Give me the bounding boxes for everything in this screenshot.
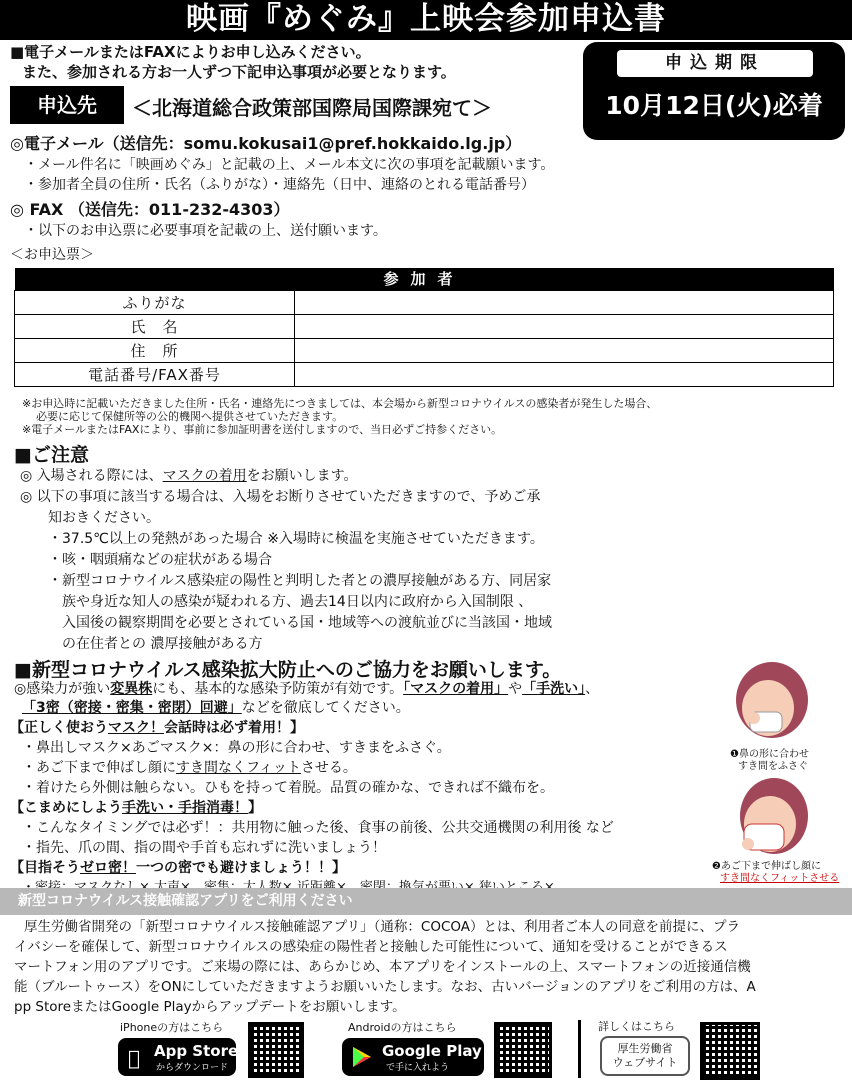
cocoa-line-2: イバシーを確保して、新型コロナウイルスの感染症の陽性者と接触した可能性について、通知を受けることができるス	[14, 939, 728, 955]
text-span: 一つの密でも避けましょう！！】	[136, 860, 346, 876]
form-row-label: ふりがな	[15, 290, 295, 314]
face-mask-icon	[724, 660, 810, 746]
cocoa-line-4: 能（ブルートゥース）をONにしていただきますようお願いいたします。なお、古いバージョンのアプリをご利用の方は、A	[14, 979, 756, 995]
mask-illustration-1	[724, 660, 810, 746]
text-span: 【こまめにしよう	[10, 800, 122, 816]
google-play-label: Google Play	[382, 1042, 482, 1060]
caution-heading: ■ご注意	[14, 444, 89, 466]
intro-line-1: ■電子メールまたはFAXによりお申し込みください。	[10, 43, 371, 61]
wash-item-2: ・指先、爪の間、指の間や手首も忘れずに洗いましょう！	[22, 840, 386, 856]
form-header: 参加者	[15, 268, 834, 290]
caution-sub-3c: 入国後の観察期間を必要とされている国・地域等への渡航並びに当該国・地域	[62, 615, 552, 631]
cocoa-line-1: 厚生労働省開発の「新型コロナウイルス接触確認アプリ」（通称：COCOA）とは、利用者ご本人の同意を前提に、プラ	[24, 919, 741, 935]
mask-caption-2b: すき間なくフィットさせる	[720, 873, 840, 884]
cocoa-line-5: pp StoreまたはGoogle Playからアップデートをお願いします。	[14, 999, 406, 1015]
qr-code-android[interactable]	[494, 1022, 552, 1078]
text-span: ・あご下まで伸ばし顔に	[22, 760, 176, 776]
wash-item-1: ・こんなタイミングでは必ず！：共用物に触った後、食事の前後、公共交通機関の利用後 など	[22, 820, 614, 836]
caution-item-1-underline: マスクの着用	[162, 468, 247, 484]
page-title: 映画『めぐみ』上映会参加申込書	[0, 0, 852, 40]
application-form-table	[14, 268, 834, 387]
caution-sub-3a: ・新型コロナウイルス感染症の陽性と判明した者との濃厚接触がある方、同居家	[48, 573, 552, 589]
text-span-underlined: すき間なくフィット	[176, 760, 301, 776]
email-bullet-1: ・メール件名に「映画めぐみ」と記載の上、メール本文に次の事項を記載願います。	[24, 157, 555, 173]
text-span: 会話時は必ず着用！】	[164, 720, 304, 736]
text-span-underlined: ゼロ密！	[80, 860, 136, 876]
text-span: などを徹底してください。	[241, 700, 410, 716]
google-play-badge[interactable]	[342, 1038, 484, 1076]
text-span-underlined: 変異株	[110, 681, 153, 697]
form-row-label: 住 所	[15, 338, 295, 362]
detail-caption: 詳しくはこちら	[598, 1020, 675, 1033]
google-play-icon	[352, 1046, 372, 1068]
text-span-underlined: 「マスクの着用」	[403, 681, 509, 697]
fax-bullet-1: ・以下のお申込票に必要事項を記載の上、送付願います。	[24, 223, 387, 239]
caution-item-1	[20, 467, 358, 485]
mask-item-3: ・着けたら外側は触らない。ひもを持って着脱。品質の確かな、できれば不織布を。	[22, 780, 554, 796]
text-span: させる。	[300, 760, 357, 776]
app-store-badge[interactable]	[118, 1038, 239, 1076]
name-field[interactable]	[295, 314, 834, 338]
text-span-underlined: マスク！	[108, 720, 164, 736]
form-note-2: 必要に応じて保健所等の公的機関へ提供させていただきます。	[36, 410, 344, 423]
caution-sub-1: ・37.5℃以上の発熱があった場合 ※入場時に検温を実施させていただきます。	[48, 531, 544, 547]
iphone-caption: iPhoneの方はこちら	[120, 1021, 224, 1034]
text-span: にも、基本的な感染予防策が有効です。	[152, 681, 404, 697]
text-span: ◎感染力が強い	[14, 681, 111, 697]
apple-icon	[128, 1046, 140, 1070]
mhlw-line-1: 厚生労働省	[617, 1042, 673, 1055]
mhlw-line-2: ウェブサイト	[612, 1056, 678, 1069]
divider	[578, 1020, 581, 1078]
recipient-label: 申込先	[10, 86, 124, 124]
form-row-label: 電話番号/FAX番号	[15, 362, 295, 386]
caution-sub-3d: の在住者との 濃厚接触がある方	[62, 636, 263, 652]
text-span: 】	[248, 800, 262, 816]
qr-code-mhlw[interactable]	[700, 1022, 760, 1080]
fax-heading: ◎ FAX （送信先：011-232-4303）	[10, 200, 290, 219]
mask-heading	[10, 719, 304, 737]
email-bullet-2: ・参加者全員の住所・氏名（ふりがな）・連絡先（日中、連絡のとれる電話番号）	[24, 177, 535, 193]
prevention-para-1b	[22, 699, 410, 717]
cocoa-line-3: マートフォン用のアプリです。ご来場の際には、あらかじめ、本アプリをインストールの上、スマートフォンの近接通信機	[14, 959, 751, 975]
mask-caption-1b: すき間をふさぐ	[738, 761, 808, 772]
caution-item-2b: 知おきください。	[48, 510, 160, 526]
mhlw-website-button[interactable]	[600, 1036, 690, 1076]
text-span-underlined: 「3密（密接・密集・密閉）回避」	[22, 700, 242, 716]
email-heading: ◎電子メール（送信先：somu.kokusai1@pref.hokkaido.lg.jp）	[10, 134, 522, 153]
prevention-heading: ■新型コロナウイルス感染拡大防止へのご協力をお願いします。	[14, 659, 562, 681]
text-span: 【正しく使おう	[10, 720, 108, 736]
caution-sub-3b: 族や身近な知人の感染が疑われる方、過去14日以内に政府から入国制限 、	[62, 594, 533, 610]
mask-item-2	[22, 759, 357, 777]
qr-code-iphone[interactable]	[248, 1022, 304, 1078]
text-span-underlined: 手洗い・手指消毒！	[122, 800, 248, 816]
mask-caption-1a: ❶鼻の形に合わせ	[730, 749, 809, 760]
text-span: 、	[585, 681, 600, 697]
cocoa-banner: 新型コロナウイルス接触確認アプリをご利用ください	[0, 888, 852, 915]
mask-item-1: ・鼻出しマスク×あごマスク×：鼻の形に合わせ、すきまをふさぐ。	[22, 740, 451, 756]
caution-item-1-pre: ◎ 入場される際には、	[20, 468, 163, 484]
app-store-label: App Store	[154, 1042, 239, 1060]
form-note-1: ※お申込時に記載いただきました住所・氏名・連絡先につきましては、本会場から新型コロナウイルスの感染者が発生した場合、	[22, 397, 658, 410]
furigana-field[interactable]	[295, 290, 834, 314]
deadline-label: 申込期限	[617, 50, 813, 77]
caution-sub-2: ・咳・咽頭痛などの症状がある場合	[48, 552, 272, 568]
zero-heading	[10, 859, 346, 877]
deadline-date: 10月12日(火)必着	[605, 91, 823, 120]
intro-line-2: また、参加される方お一人ずつ下記申込事項が必要となります。	[22, 63, 456, 81]
form-row-label: 氏 名	[15, 314, 295, 338]
text-span: や	[508, 681, 523, 697]
recipient-name: ＜北海道総合政策部国際局国際課宛て＞	[132, 96, 492, 120]
form-note-3: ※電子メールまたはFAXにより、事前に参加証明書を送付しますので、当日必ずご持参ください。	[22, 423, 503, 436]
mask-illustration-2	[722, 778, 810, 860]
google-play-sublabel: で手に入れよう	[386, 1063, 450, 1073]
face-mask-icon	[722, 778, 810, 860]
text-span-underlined: 「手洗い」	[522, 681, 586, 697]
address-field[interactable]	[295, 338, 834, 362]
wash-heading	[10, 799, 262, 817]
form-caption: ＜お申込票＞	[10, 247, 94, 263]
app-store-sublabel: からダウンロード	[156, 1063, 229, 1073]
text-span: 【目指そう	[10, 860, 80, 876]
android-caption: Androidの方はこちら	[348, 1021, 457, 1034]
caution-item-2a: ◎ 以下の事項に該当する場合は、入場をお断りさせていただきますので、予めご承	[20, 489, 541, 505]
caution-item-1-post: をお願いします。	[246, 468, 358, 484]
phone-fax-field[interactable]	[295, 362, 834, 386]
prevention-para-1a	[14, 680, 599, 698]
mask-caption-2a: ❷あご下まで伸ばし顔に	[712, 861, 821, 872]
